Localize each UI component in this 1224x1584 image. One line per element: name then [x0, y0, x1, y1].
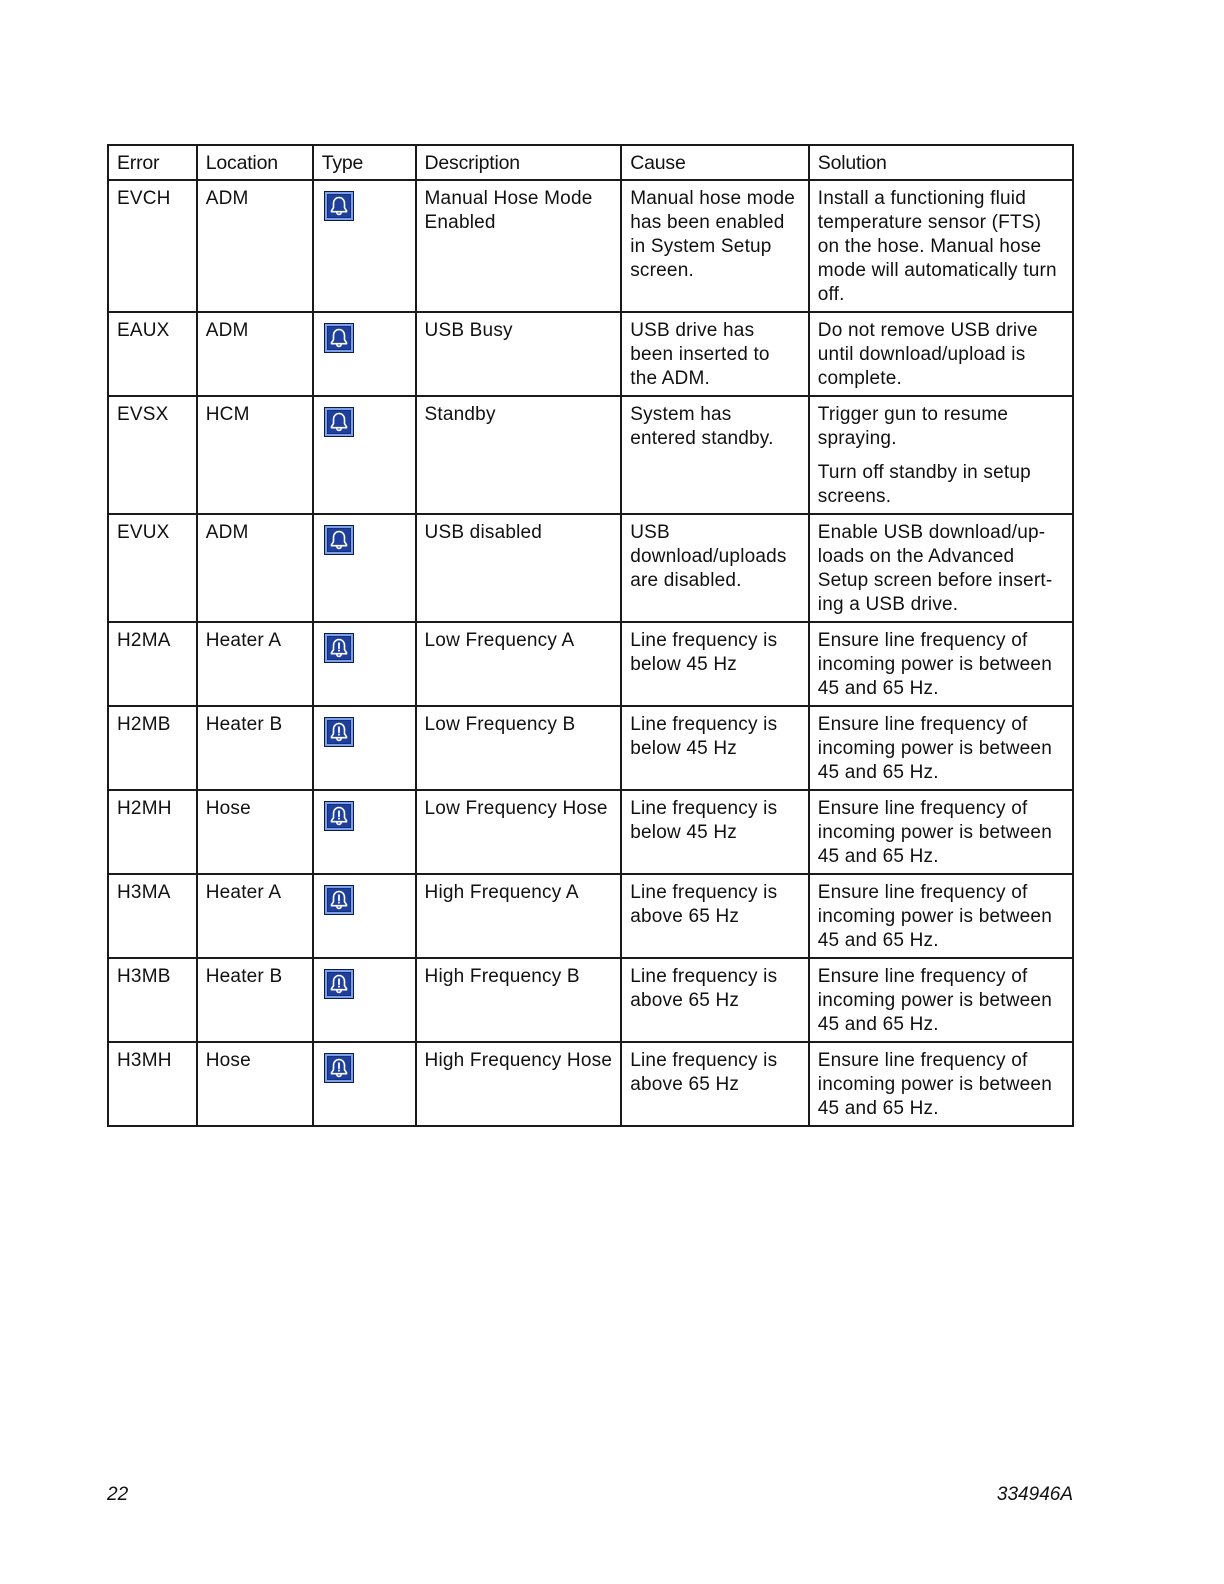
error-code: H3MH — [117, 1050, 172, 1071]
document-number: 334946A — [996, 1484, 1073, 1505]
cause: USB download/uploads are disabled. — [630, 522, 787, 591]
error-code-cell — [108, 790, 197, 874]
bell-glyph — [328, 973, 350, 995]
cause-cell — [621, 622, 809, 706]
deviation-bell-icon — [324, 633, 354, 663]
location: Hose — [205, 798, 251, 819]
description: High Frequency B — [424, 966, 580, 987]
advisory-bell-icon — [324, 525, 354, 555]
advisory-bell-icon — [324, 323, 354, 353]
description-cell — [416, 958, 622, 1042]
bell-glyph — [328, 805, 350, 827]
table-row — [108, 396, 1073, 514]
advisory-bell-icon — [324, 407, 354, 437]
description: Manual Hose Mode Enabled — [424, 188, 593, 233]
location: ADM — [205, 522, 249, 543]
cause: USB drive has been inserted to the ADM. — [630, 320, 770, 389]
solution-cell — [809, 622, 1073, 706]
type-cell — [313, 874, 416, 958]
location: Heater A — [205, 882, 282, 903]
deviation-bell-icon — [324, 885, 354, 915]
bell-glyph — [328, 637, 350, 659]
location-cell — [197, 312, 313, 396]
table-row — [108, 312, 1073, 396]
description: Standby — [424, 404, 496, 425]
description-cell — [416, 312, 622, 396]
solution-cell — [809, 790, 1073, 874]
bell-glyph — [328, 411, 350, 433]
solution-paragraph: Ensure line frequency of incoming power is between 45 and 65 Hz. — [817, 714, 1052, 783]
description: Low Frequency B — [424, 714, 576, 735]
description-cell — [416, 874, 622, 958]
location: Heater B — [205, 966, 283, 987]
error-code: EVCH — [117, 188, 171, 209]
cause-cell — [621, 180, 809, 312]
description: USB Busy — [424, 320, 513, 341]
advisory-bell-icon — [324, 191, 354, 221]
location-cell — [197, 1042, 313, 1126]
bell-glyph — [328, 195, 350, 217]
type-cell — [313, 312, 416, 396]
solution-paragraph: Enable USB download/up-loads on the Advanced Setup screen before insert-ing a USB drive. — [817, 522, 1053, 615]
table-body — [108, 180, 1073, 1126]
cause: Line frequency is above 65 Hz — [630, 966, 778, 1011]
location: ADM — [205, 320, 249, 341]
table-header-row — [108, 145, 1073, 180]
solution-paragraph: Ensure line frequency of incoming power is between 45 and 65 Hz. — [817, 882, 1052, 951]
cause-cell — [621, 790, 809, 874]
cause-cell — [621, 1042, 809, 1126]
type-cell — [313, 180, 416, 312]
type-cell — [313, 958, 416, 1042]
location-cell — [197, 514, 313, 622]
solution-paragraph: Ensure line frequency of incoming power is between 45 and 65 Hz. — [817, 966, 1052, 1035]
error-code: EAUX — [117, 320, 170, 341]
cause: Line frequency is above 65 Hz — [630, 1050, 778, 1095]
table-row — [108, 1042, 1073, 1126]
error-code: H2MB — [117, 714, 171, 735]
table-row — [108, 706, 1073, 790]
description-cell — [416, 180, 622, 312]
error-code-cell — [108, 180, 197, 312]
header-type: Type — [313, 145, 416, 180]
page-number: 22 — [107, 1484, 129, 1505]
type-cell — [313, 1042, 416, 1126]
header-location: Location — [197, 145, 313, 180]
location: HCM — [205, 404, 250, 425]
cause: Line frequency is below 45 Hz — [630, 798, 778, 843]
type-cell — [313, 790, 416, 874]
error-code-cell — [108, 706, 197, 790]
error-code-cell — [108, 514, 197, 622]
solution-cell — [809, 180, 1073, 312]
solution-cell — [809, 1042, 1073, 1126]
table-row — [108, 874, 1073, 958]
cause-cell — [621, 958, 809, 1042]
deviation-bell-icon — [324, 1053, 354, 1083]
table-row — [108, 514, 1073, 622]
header-cause: Cause — [621, 145, 809, 180]
location-cell — [197, 790, 313, 874]
header-description: Description — [416, 145, 622, 180]
solution-cell — [809, 396, 1073, 514]
solution-cell — [809, 706, 1073, 790]
deviation-bell-icon — [324, 801, 354, 831]
error-code: H2MH — [117, 798, 172, 819]
solution-paragraph: Turn off standby in setup screens. — [817, 462, 1031, 507]
location: Heater B — [205, 714, 283, 735]
location-cell — [197, 622, 313, 706]
solution-paragraph: Ensure line frequency of incoming power is between 45 and 65 Hz. — [817, 630, 1052, 699]
description: High Frequency Hose — [424, 1050, 613, 1071]
error-codes-table — [107, 144, 1074, 1127]
cause-cell — [621, 396, 809, 514]
solution-cell — [809, 312, 1073, 396]
cause-cell — [621, 874, 809, 958]
location-cell — [197, 706, 313, 790]
error-code-cell — [108, 622, 197, 706]
cause: Line frequency is below 45 Hz — [630, 714, 778, 759]
table-row — [108, 622, 1073, 706]
cause-cell — [621, 312, 809, 396]
solution-cell — [809, 874, 1073, 958]
header-solution: Solution — [809, 145, 1073, 180]
cause-cell — [621, 706, 809, 790]
type-cell — [313, 514, 416, 622]
error-code-cell — [108, 312, 197, 396]
error-code-cell — [108, 958, 197, 1042]
cause-cell — [621, 514, 809, 622]
location-cell — [197, 180, 313, 312]
description: High Frequency A — [424, 882, 579, 903]
description-cell — [416, 1042, 622, 1126]
solution-paragraph: Ensure line frequency of incoming power is between 45 and 65 Hz. — [817, 798, 1052, 867]
table-row — [108, 958, 1073, 1042]
cause: Line frequency is below 45 Hz — [630, 630, 778, 675]
location: Hose — [205, 1050, 251, 1071]
location: Heater A — [205, 630, 282, 651]
error-code: H3MA — [117, 882, 171, 903]
description: USB disabled — [424, 522, 543, 543]
description-cell — [416, 396, 622, 514]
error-code: EVSX — [117, 404, 169, 425]
header-error: Error — [108, 145, 197, 180]
error-code: H3MB — [117, 966, 171, 987]
table-row — [108, 790, 1073, 874]
solution-paragraph: Ensure line frequency of incoming power is between 45 and 65 Hz. — [817, 1050, 1052, 1119]
error-code: EVUX — [117, 522, 170, 543]
error-code-cell — [108, 874, 197, 958]
bell-glyph — [328, 889, 350, 911]
solution-paragraph: Do not remove USB drive until download/upload is complete. — [817, 320, 1038, 389]
solution-paragraph: Trigger gun to resume spraying. — [817, 404, 1009, 449]
error-code-cell — [108, 1042, 197, 1126]
description-cell — [416, 622, 622, 706]
type-cell — [313, 396, 416, 514]
bell-glyph — [328, 327, 350, 349]
bell-glyph — [328, 721, 350, 743]
error-code: H2MA — [117, 630, 171, 651]
description-cell — [416, 790, 622, 874]
error-code-cell — [108, 396, 197, 514]
solution-cell — [809, 514, 1073, 622]
deviation-bell-icon — [324, 717, 354, 747]
location-cell — [197, 874, 313, 958]
location: ADM — [205, 188, 249, 209]
type-cell — [313, 622, 416, 706]
solution-paragraph: Install a functioning fluid temperature sensor (FTS) on the hose. Manual hose mode will automatically turn off. — [817, 188, 1057, 305]
description: Low Frequency Hose — [424, 798, 608, 819]
cause: Line frequency is above 65 Hz — [630, 882, 778, 927]
description-cell — [416, 514, 622, 622]
type-cell — [313, 706, 416, 790]
description: Low Frequency A — [424, 630, 575, 651]
location-cell — [197, 396, 313, 514]
table-row — [108, 180, 1073, 312]
cause: Manual hose mode has been enabled in System Setup screen. — [630, 188, 796, 281]
bell-glyph — [328, 529, 350, 551]
cause: System has entered standby. — [630, 404, 774, 449]
description-cell — [416, 706, 622, 790]
deviation-bell-icon — [324, 969, 354, 999]
location-cell — [197, 958, 313, 1042]
solution-cell — [809, 958, 1073, 1042]
bell-glyph — [328, 1057, 350, 1079]
